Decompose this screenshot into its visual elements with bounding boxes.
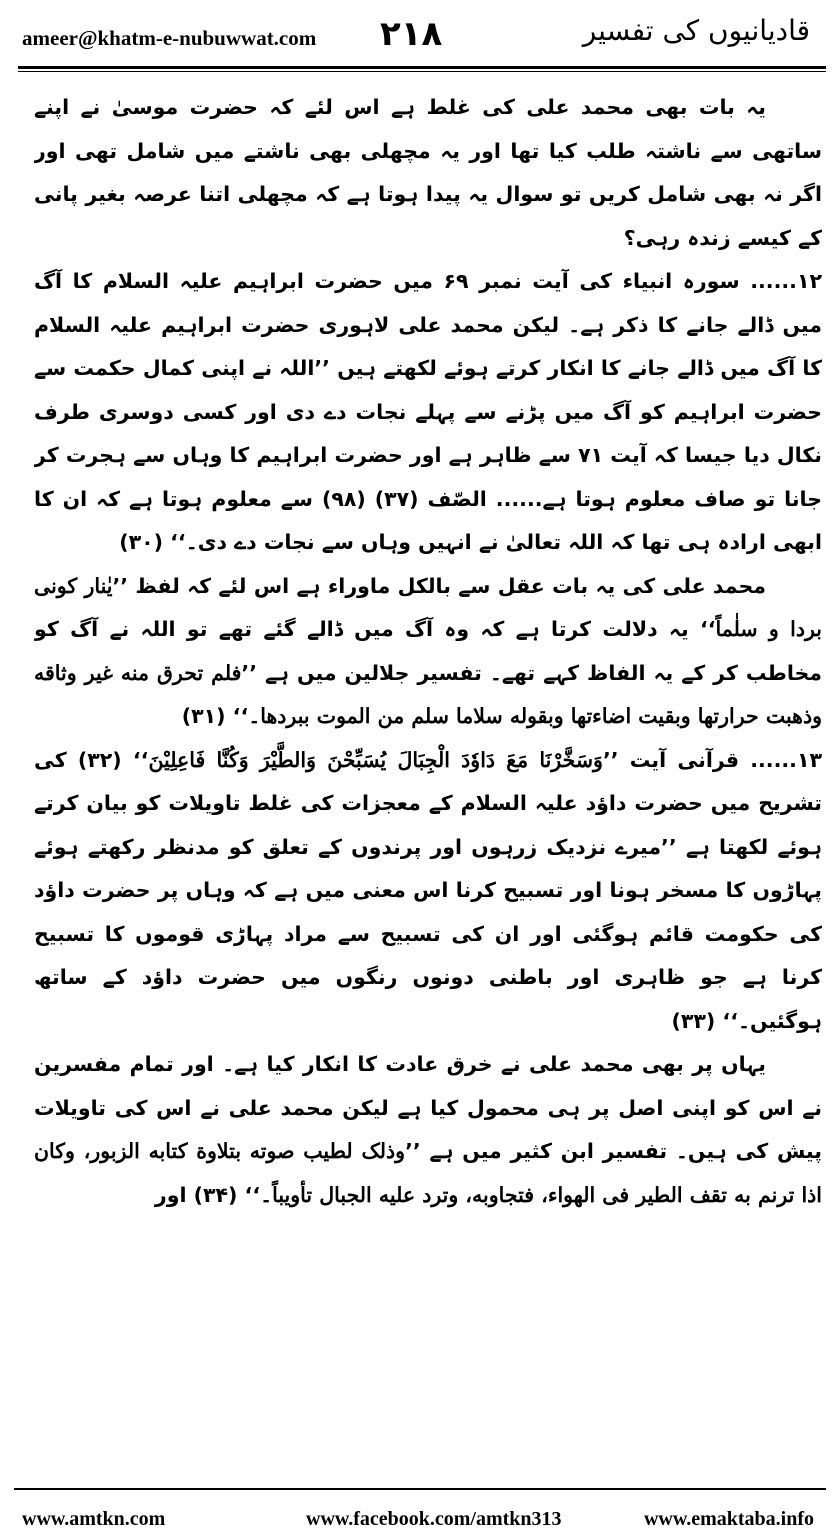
jalalain-quote: فلم تحرق منه غير وثاقه وذهبت حرارتها وبقيت اضاءتها وبقوله سلاما سلم من الموت ببردها — [34, 660, 822, 728]
header-rule-thick — [18, 66, 826, 69]
ibn-kathir-quote: وذلک لطيب صوته بتلاوة كتابه الزبور، وكان اذا ترنم به تقف الطير فى الهواء، فتجاوبه، وترد عليه الجبال تأويباً — [34, 1139, 822, 1207]
page-footer — [0, 1500, 840, 1536]
page-body — [34, 86, 822, 1478]
paragraph-1: یہ بات بھی محمد علی کی غلط ہے اس لئے کہ حضرت موسیٰ نے اپنے ساتھی سے ناشتہ طلب کیا تھا اور یہ مچھلی بھی ناشتے میں شامل تھی اور اگر نہ بھی شامل کریں تو سوال یہ پیدا ہوتا ہے کہ مچھلی اتنا عرصہ بغیر پانی کے کیسے زندہ رہی؟ — [34, 95, 822, 250]
paragraph-3-text-a: محمد علی کی یہ بات عقل سے بالکل ماوراء ہے اس لئے کہ لفظ ’’ — [112, 573, 766, 598]
page-number: ۲۱۸ — [380, 14, 443, 54]
header-email: ameer@khatm-e-nubuwwat.com — [22, 26, 317, 50]
paragraph-5-text-b: ۔‘‘ (۳۴) اور — [154, 1182, 273, 1207]
paragraph-5 — [34, 1043, 822, 1217]
paragraph-2: ۱۲...... سورہ انبیاء کی آیت نمبر ۶۹ میں حضرت ابراہیم علیہ السلام کا آگ میں ڈالے جانے کا ذکر ہے۔ لیکن محمد علی لاہوری حضرت ابراہیم علیہ السلام کا آگ میں ڈالے جانے کا انکار کرتے ہوئے لکھتے ہیں ’’اللہ نے اپنی کمال حکمت سے حضرت ابراہیم کو آگ میں پڑنے سے پہلے نجات دے دی اور کسی دوسری طرف نکال دیا جیسا کہ آیت ۷۱ سے ظاہر ہے اور حضرت ابراہیم کا وہاں سے ہجرت کر جانا تو صاف معلوم ہوتا ہے...... الصّف (۳۷) (۹۸) سے معلوم ہوتا ہے کہ ان کا ابھی ارادہ ہی تھا کہ اللہ تعالیٰ نے انہیں وہاں سے نجات دے دی۔‘‘ (۳۰) — [34, 269, 822, 554]
header-rule-thin — [18, 71, 826, 72]
paragraph-4 — [34, 739, 822, 1044]
footer-rule — [14, 1488, 826, 1490]
quran-verse-dawud: وَسَخَّرْنَا مَعَ دَاوٗدَ الْجِبَالَ يُسَبِّحْنَ وَالطَّيْرَ وَكُنَّا فَاعِلِيْنَ — [148, 747, 603, 772]
paragraph-5-text-a: یہاں پر بھی محمد علی نے خرق عادت کا انکار کیا ہے۔ اور تمام مفسرین نے اس کو اپنی اصل پر ہی محمول کیا ہے لیکن محمد علی نے اس کی تاویلات پیش کی ہیں۔ تفسیر ابن کثیر میں ہے ’’ — [34, 1052, 822, 1163]
paragraph-3 — [34, 565, 822, 739]
page-header — [0, 0, 840, 74]
book-title: قادیانیوں کی تفسیر — [582, 14, 810, 47]
paragraph-3-text-c: ۔‘‘ (۳۱) — [181, 704, 261, 728]
footer-link-amtkn[interactable]: www.amtkn.com — [22, 1508, 166, 1530]
paragraph-4-text-a: ۱۳...... قرآنی آیت ’’ — [602, 747, 822, 772]
quran-quote-fire: یٰنار کونی بردا و سلٰماً — [34, 573, 822, 641]
footer-link-emaktaba[interactable]: www.emaktaba.info — [643, 1508, 814, 1530]
paragraph-4-text-b: ‘‘ (۳۲) کی تشریح میں حضرت داؤد علیہ السلام کے معجزات کی غلط تاویلات کو بیان کرتے ہوئے لکھتا ہے ’’میرے نزدیک زرہوں اور پرندوں کے تعلق کو مدنظر رکھتے ہوئے پہاڑوں کا مسخر ہونا اور تسبیح کرنا اس معنی میں ہے کہ وہاں پر حضرت داؤد کی حکومت قائم ہوگئی اور ان کی تسبیح سے مراد پہاڑی قوموں کا تسبیح کرنا ہے جو ظاہری اور باطنی دونوں رنگوں میں حضرت داؤد کے ساتھ ہوگئیں۔‘‘ (۳۳) — [34, 747, 822, 1033]
paragraph-3-text-b: ‘‘ یہ دلالت کرتا ہے کہ وہ آگ میں ڈالے گئے تھے تو اللہ نے آگ کو مخاطب کر کے یہ الفاظ کہے تھے۔ تفسیر جلالین میں ہے ’’ — [34, 617, 822, 685]
footer-link-facebook[interactable]: www.facebook.com/amtkn313 — [306, 1508, 562, 1530]
